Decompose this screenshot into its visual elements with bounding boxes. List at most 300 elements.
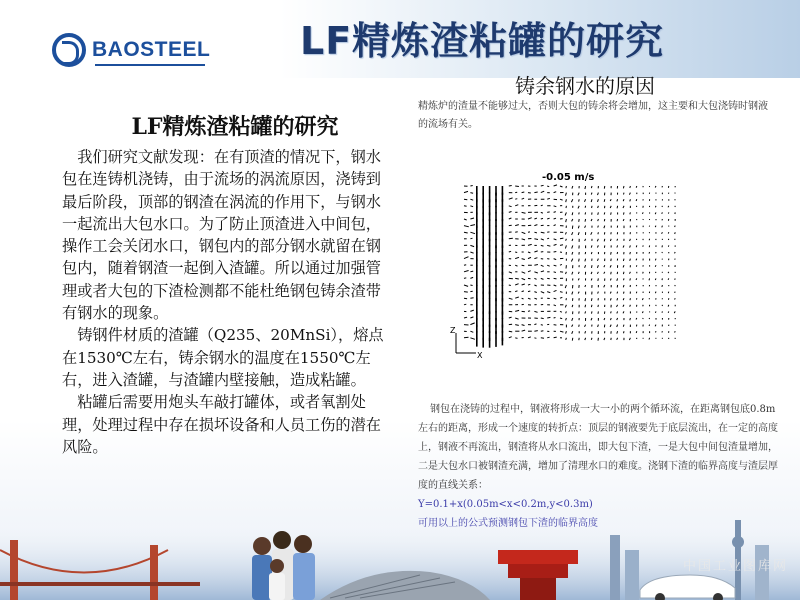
flow-vector: [541, 271, 544, 272]
baosteel-logo-icon: [52, 33, 86, 67]
flow-vector: [668, 206, 669, 208]
flow-vector: [534, 192, 537, 193]
flow-vector: [597, 259, 598, 261]
flow-vector: [464, 298, 467, 299]
flow-vector: [655, 206, 656, 208]
flow-vector: [572, 318, 573, 321]
flow-vector: [662, 285, 663, 287]
left-paragraph-1: 我们研究文献发现：在有顶渣的情况下，钢水包在连铸机浇铸，由于流场的涡流原因，浇铸到最后阶段，顶部的钢渣在涡流的作用下，与钢水一起流出大包水口。为了防止顶渣进入中间包，操作工会关闭水口，钢包内的部分钢水就留在钢包内，随着钢渣一起倒入渣罐。所以通过加强管理或者大包的下渣检测都不能杜绝钢包铸余渣带有钢水的现象。: [62, 148, 381, 323]
flow-vector: [597, 245, 598, 247]
flow-vector: [598, 292, 599, 294]
flow-vector: [464, 219, 467, 220]
flow-vector: [566, 199, 567, 202]
flow-vector: [509, 285, 511, 286]
flow-vector: [534, 292, 536, 293]
flow-vector: [464, 265, 466, 266]
flow-vector: [470, 238, 472, 239]
flow-vector: [534, 232, 537, 233]
flow-vector: [591, 305, 592, 307]
right-intro: 精炼炉的渣量不能够过大，否则大包的铸余将会增加，这主要和大包浇铸时钢液的流场有关。: [418, 101, 768, 130]
flow-vector: [560, 311, 562, 312]
flow-vector: [611, 252, 612, 255]
flow-vector: [623, 325, 624, 327]
flow-vector: [623, 298, 624, 300]
flow-vector: [578, 278, 579, 280]
flow-vector: [534, 258, 537, 259]
flow-vector: [464, 337, 469, 338]
figure-velocity-label: -0.05 m/s: [542, 172, 595, 183]
flow-vector: [617, 311, 618, 313]
flow-vector: [470, 317, 473, 318]
flow-vector: [604, 226, 605, 229]
flow-vector: [509, 337, 512, 338]
flow-vector: [617, 305, 618, 307]
flow-vector: [591, 278, 592, 280]
flow-vector: [623, 199, 624, 201]
flow-vector: [464, 271, 469, 272]
flow-vector: [675, 226, 676, 227]
flow-vector: [522, 192, 525, 193]
flow-vector: [554, 325, 557, 326]
flow-vector: [630, 305, 631, 307]
flow-vector: [522, 278, 526, 279]
flow-vector: [592, 311, 593, 313]
flow-vector: [649, 318, 650, 319]
flow-vector: [630, 252, 631, 254]
flow-vector: [617, 338, 618, 340]
flow-vector: [534, 225, 537, 226]
flow-vector: [598, 199, 599, 202]
flow-vector: [585, 265, 586, 268]
flow-vector: [541, 191, 544, 192]
flow-vector: [629, 338, 630, 340]
flow-vector: [464, 304, 466, 305]
flow-vector: [610, 278, 611, 280]
flow-vector: [636, 186, 637, 188]
flow-vector: [470, 277, 473, 278]
flow-vector: [566, 219, 567, 222]
flow-vector: [598, 219, 599, 221]
flow-vector: [636, 318, 637, 320]
flow-vector: [534, 272, 537, 273]
flow-vector: [547, 212, 550, 213]
flow-vector: [675, 298, 676, 299]
flow-vector: [528, 244, 532, 245]
flow-vector: [598, 193, 599, 196]
logo-underline: [95, 64, 205, 66]
flow-vector: [547, 337, 549, 338]
flow-vector: [554, 244, 557, 245]
flow-vector: [630, 318, 631, 320]
flow-vector: [566, 318, 567, 320]
flow-vector: [623, 259, 624, 261]
flow-vector: [470, 232, 475, 234]
flow-vector: [470, 193, 473, 194]
flow-vector: [630, 199, 631, 201]
flow-vector: [668, 272, 669, 273]
flow-vector: [578, 292, 579, 294]
flow-vector: [591, 232, 592, 235]
flow-vector: [604, 285, 605, 287]
flow-vector: [617, 219, 618, 221]
flow-vector: [554, 239, 557, 240]
flow-vector: [565, 245, 566, 248]
flow-vector: [585, 212, 586, 214]
flow-vector: [554, 252, 557, 253]
flow-vector: [571, 259, 572, 262]
flow-vector: [578, 206, 579, 209]
flow-vector: [675, 292, 676, 293]
flow-vector: [515, 199, 517, 200]
flow-vector: [591, 193, 592, 195]
flow-vector: [630, 259, 631, 261]
flow-vector: [643, 272, 644, 274]
flow-vector: [610, 239, 611, 241]
flow-vector: [547, 238, 549, 239]
flow-vector: [655, 325, 656, 327]
flow-vector: [572, 292, 573, 295]
flow-vector: [611, 318, 612, 320]
flow-vector: [630, 272, 631, 274]
flow-vector: [585, 239, 586, 241]
flow-vector: [585, 338, 586, 340]
flow-vector: [579, 325, 580, 327]
flow-vector: [522, 291, 524, 292]
flow-vector: [649, 278, 650, 280]
flow-vector: [649, 338, 650, 340]
flow-vector: [675, 239, 676, 240]
flow-vector: [675, 259, 676, 260]
flow-vector: [624, 331, 625, 333]
flow-vector: [579, 199, 580, 201]
flow-vector: [464, 191, 468, 192]
flow-vector: [554, 285, 557, 286]
flow-vector: [515, 265, 517, 266]
flow-vector: [585, 285, 586, 287]
flow-vector: [572, 252, 573, 255]
flow-vector: [464, 206, 467, 207]
flow-vector: [630, 186, 631, 188]
flow-vector: [572, 186, 573, 189]
flow-vector: [528, 218, 532, 219]
flow-vector: [610, 325, 611, 327]
flow-field-figure: [450, 168, 690, 368]
flow-vector: [522, 298, 524, 299]
flow-vector: [560, 238, 563, 239]
flow-vector: [515, 297, 519, 298]
flow-vector: [560, 245, 563, 246]
flow-vector: [585, 305, 586, 307]
flow-vector: [585, 199, 586, 202]
flow-vector: [624, 193, 625, 195]
flow-vector: [629, 193, 630, 195]
flow-vector: [604, 186, 605, 189]
flow-vector: [464, 292, 468, 293]
flow-vector: [571, 199, 572, 202]
flow-vector: [560, 264, 562, 265]
flow-vector: [604, 212, 605, 214]
flow-vector: [541, 239, 544, 240]
flow-vector: [591, 272, 592, 274]
flow-vector: [598, 305, 599, 307]
flow-vector: [572, 232, 573, 235]
flow-vector: [566, 338, 567, 340]
flow-vector: [515, 291, 517, 292]
flow-vector: [509, 331, 512, 332]
flow-vector: [509, 251, 511, 252]
flow-vector: [624, 212, 625, 214]
flow-vector: [470, 310, 473, 311]
flow-vector: [509, 218, 512, 219]
flow-vector: [591, 186, 592, 188]
flow-vector: [662, 232, 663, 234]
flow-vector: [470, 186, 472, 187]
flow-vector: [591, 245, 592, 247]
flow-vector: [547, 245, 550, 246]
flow-vector: [509, 317, 512, 318]
flow-vector: [623, 206, 624, 208]
flow-vector: [554, 298, 557, 299]
flow-vector: [636, 278, 637, 280]
flow-vector: [528, 271, 531, 272]
flow-vector: [655, 226, 656, 228]
flow-vector: [604, 272, 605, 274]
flow-vector: [617, 206, 618, 209]
flow-vector: [591, 199, 592, 202]
flow-vector: [572, 272, 573, 275]
flow-vector: [611, 272, 612, 275]
flow-vector: [604, 338, 605, 340]
flow-vector: [630, 212, 631, 214]
flow-vector: [572, 331, 573, 334]
flow-vector: [591, 219, 592, 221]
flow-vector: [534, 218, 537, 219]
flow-vector: [541, 212, 543, 213]
flow-vector: [566, 193, 567, 196]
flow-vector: [565, 305, 566, 308]
flow-vector: [534, 331, 537, 332]
flow-vector: [541, 292, 544, 293]
flow-vector: [528, 337, 531, 338]
flow-vector: [534, 311, 537, 312]
flow-vector: [534, 285, 536, 286]
flow-vector: [509, 186, 512, 187]
flow-vector: [662, 226, 663, 228]
flow-vector: [630, 245, 631, 247]
flow-vector: [662, 252, 663, 253]
flow-vector: [592, 265, 593, 268]
flow-vector: [522, 330, 526, 331]
flow-vector: [617, 325, 618, 327]
flow-vector: [578, 193, 579, 196]
flow-vector: [579, 259, 580, 262]
flow-vector: [560, 331, 563, 332]
flow-vector: [541, 205, 543, 206]
baosteel-logo: [52, 32, 222, 68]
flow-vector: [522, 325, 525, 326]
flow-vector: [515, 278, 519, 279]
flow-vector: [470, 338, 475, 340]
flow-vector: [579, 311, 580, 313]
left-heading: LF精炼渣粘罐的研究: [131, 114, 339, 140]
flow-vector: [579, 212, 580, 214]
flow-vector: [642, 212, 643, 214]
flow-vector: [624, 292, 625, 294]
flow-vector: [675, 232, 676, 234]
flow-vector: [585, 311, 586, 313]
flow-vector: [649, 325, 650, 326]
flow-vector: [585, 259, 586, 262]
flow-vector: [554, 259, 557, 260]
flow-vector: [528, 252, 530, 253]
flow-vector: [547, 198, 550, 199]
flow-vector: [585, 219, 586, 222]
flow-vector: [610, 292, 611, 294]
flow-vector: [509, 298, 513, 299]
flow-vector: [604, 239, 605, 242]
flow-vector: [591, 252, 592, 254]
flow-vector: [554, 192, 557, 193]
flow-vector: [656, 331, 657, 332]
flow-vector: [470, 199, 473, 200]
flow-vector: [636, 331, 637, 333]
flow-vector: [547, 317, 550, 318]
flow-vector: [598, 232, 599, 234]
flow-vector: [515, 325, 519, 326]
flow-vector: [623, 265, 624, 267]
flow-vector: [591, 338, 592, 340]
flow-vector: [554, 337, 557, 338]
flow-vector: [617, 292, 618, 294]
flow-vector: [515, 257, 519, 258]
flow-vector: [547, 218, 549, 219]
flow-vector: [554, 290, 557, 291]
flow-vector: [566, 239, 567, 241]
flow-vector: [522, 198, 525, 199]
flow-vector: [675, 331, 676, 332]
flow-vector: [541, 245, 544, 246]
flow-vector: [554, 185, 557, 186]
flow-vector: [578, 232, 579, 235]
flow-vector: [655, 278, 656, 280]
left-paragraph-2: 铸钢件材质的渣罐（Q235、20MnSi），熔点在1530℃左右，铸余钢水的温度在1550℃左右，进入渣罐，与渣罐内壁接触，造成粘罐。: [62, 326, 384, 389]
flow-vector: [534, 338, 536, 339]
flow-vector: [623, 186, 624, 188]
flow-vector: [636, 259, 637, 261]
flow-vector: [470, 252, 473, 253]
flow-vector: [585, 298, 586, 301]
flow-vector: [464, 317, 467, 318]
flow-vectors: [464, 185, 675, 348]
flow-vector: [541, 325, 543, 326]
flow-vector: [464, 278, 466, 279]
flow-vector: [566, 331, 567, 333]
right-heading: 铸余钢水的原因: [515, 74, 655, 98]
flow-vector: [668, 232, 669, 233]
flow-vector: [623, 272, 624, 274]
flow-vector: [617, 298, 618, 300]
flow-vector: [585, 206, 586, 208]
flow-vector: [470, 218, 474, 219]
flow-vector: [515, 284, 518, 285]
flow-vector: [528, 284, 530, 285]
family-illustration: [252, 531, 315, 600]
flow-vector: [617, 199, 618, 201]
flow-vector: [656, 272, 657, 273]
flow-vector: [675, 252, 676, 253]
flow-vector: [565, 285, 566, 288]
flow-vector: [578, 272, 579, 274]
flow-vector: [515, 318, 518, 319]
flow-vector: [565, 212, 566, 215]
flow-vector: [515, 186, 519, 187]
flow-vector: [623, 219, 624, 221]
flow-vector: [565, 232, 566, 234]
flow-vector: [470, 225, 475, 226]
left-body: [62, 146, 384, 458]
flow-vector: [528, 257, 531, 258]
x-axis-label: X: [477, 351, 483, 360]
flow-vector: [509, 272, 512, 273]
flow-vector: [541, 232, 545, 233]
flow-vector: [541, 278, 544, 279]
flow-vector: [522, 239, 525, 240]
flow-vector: [528, 298, 531, 299]
flow-vector: [610, 206, 611, 208]
flow-vector: [597, 265, 598, 268]
flow-vector: [560, 292, 563, 293]
flow-vector: [655, 212, 656, 214]
flow-vector: [534, 265, 538, 266]
flow-vector: [623, 311, 624, 313]
flow-vector: [554, 278, 557, 279]
flow-vector: [585, 226, 586, 228]
flow-vector: [509, 206, 512, 207]
flow-vector: [541, 185, 544, 186]
flow-vector: [585, 331, 586, 333]
flow-vector: [509, 198, 513, 199]
flow-vector: [604, 318, 605, 320]
flow-vector: [649, 298, 650, 299]
flow-vector: [668, 292, 669, 294]
flow-vector: [604, 199, 605, 202]
logo-text: BAOSTEEL: [92, 38, 211, 61]
flow-vector: [534, 278, 536, 279]
flow-vector: [623, 305, 624, 307]
flow-vector: [470, 206, 473, 207]
flow-vector: [470, 245, 474, 246]
flow-vector: [572, 239, 573, 241]
flow-vector: [623, 245, 624, 247]
flow-vector: [528, 311, 530, 312]
flow-vector: [470, 331, 473, 332]
flow-vector: [470, 323, 474, 325]
flow-vector: [522, 284, 525, 285]
flow-vector: [541, 218, 543, 219]
flow-vector: [554, 305, 556, 306]
flow-vector: [655, 292, 656, 294]
flow-vector: [610, 199, 611, 201]
left-paragraph-3: 粘罐后需要用炮头车敲打罐体，或者氧割处理，处理过程中存在损坏设备和人员工伤的潜在风险。: [62, 393, 381, 456]
flow-vector: [554, 212, 556, 213]
flow-vector: [554, 225, 556, 226]
flow-vector: [560, 318, 562, 319]
flow-vector: [534, 298, 537, 299]
flow-vector: [630, 239, 631, 241]
flow-vector: [515, 310, 519, 311]
flow-vector: [534, 324, 536, 325]
flow-vector: [636, 285, 637, 286]
